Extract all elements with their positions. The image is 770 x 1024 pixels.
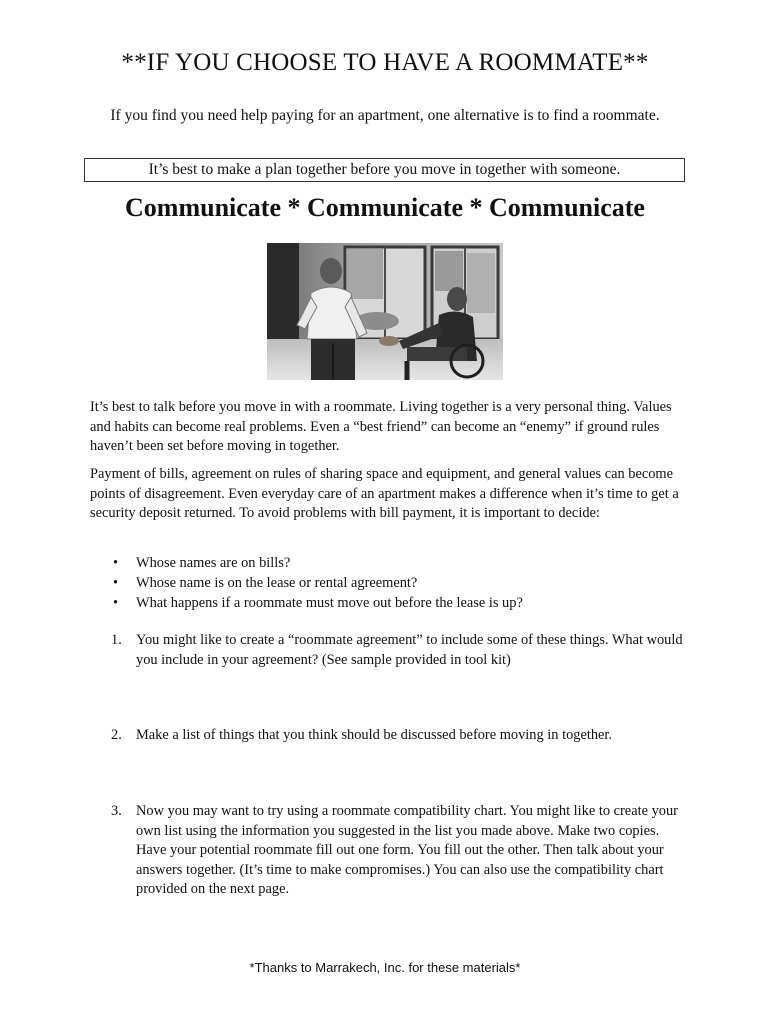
section-heading: Communicate * Communicate * Communicate [125,193,645,222]
bullet-text: Whose names are on bills? [136,555,291,571]
boxed-note: It’s best to make a plan together before you move in together with someone. [84,158,685,182]
bullet-text: What happens if a roommate must move out before the lease is up? [136,595,523,611]
bullet-text: Whose name is on the lease or rental agreement? [136,575,418,591]
list-item [110,593,670,613]
list-item [110,553,670,573]
roommates-photo [267,243,503,380]
page-title: **IF YOU CHOOSE TO HAVE A ROOMMATE** [121,49,649,76]
bullet-marker: • [113,575,119,591]
bullet-marker: • [113,555,119,571]
item-number: 3. [111,803,122,819]
item-text: Now you may want to try using a roommate compatibility chart. You might like to create your own list using the information you suggested in the list you made above. Make two copies. Have your potential roommate fill out one form. You fill out the other. Then talk about your answers together. (It’s time to make compromises.) You can also use the compatibility chart provided on the next page. [136,803,678,897]
numbered-item-1 [111,631,691,670]
paragraph-2: Payment of bills, agreement on rules of sharing space and equipment, and general values can become points of disagreement. Even everyday care of an apartment makes a difference when it’s time to get a security deposit returned. To avoid problems with bill payment, it is important to decide: [90,466,679,521]
list-item [110,573,670,593]
item-number: 2. [111,727,122,743]
bullet-marker: • [113,595,119,611]
item-number: 1. [111,632,122,648]
footer-credit: *Thanks to Marrakech, Inc. for these materials* [249,960,521,975]
numbered-item-3 [111,802,691,900]
bullet-list [110,553,670,613]
item-text: Make a list of things that you think should be discussed before moving in together. [136,727,613,743]
paragraph-1: It’s best to talk before you move in with a roommate. Living together is a very personal thing. Values and habits can become real problems. Even a “best friend” can become an “enemy” if ground rules haven’t been set before moving in together. [90,399,672,454]
intro-text: If you find you need help paying for an apartment, one alternative is to find a roommate. [110,107,660,124]
numbered-item-2 [111,726,691,746]
item-text: You might like to create a “roommate agreement” to include some of these things. What would you include in your agreement? (See sample provided in tool kit) [136,632,683,668]
